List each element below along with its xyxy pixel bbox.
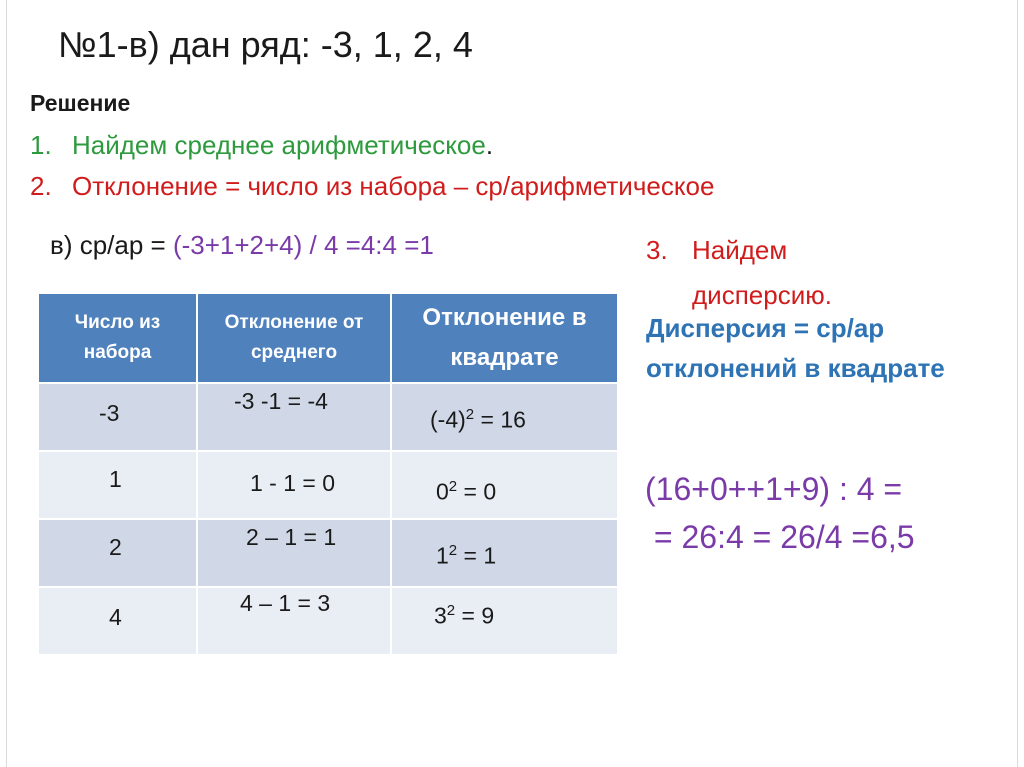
deviation-table [37, 292, 619, 656]
cell-deviation-value: 1 - 1 = 0 [250, 470, 336, 496]
step-3-line2: дисперсию. [692, 280, 832, 310]
square-base: 0 [436, 478, 449, 505]
cell-square [391, 383, 618, 451]
mean-line [50, 230, 434, 261]
cell-square-value [436, 542, 496, 570]
table-row [38, 519, 618, 587]
task-title: №1-в) дан ряд: -3, 1, 2, 4 [58, 24, 473, 65]
cell-deviation [197, 451, 391, 519]
slide-border-left [6, 0, 7, 767]
cell-square-value [434, 602, 494, 630]
cell-number [38, 587, 197, 655]
dispersion-calculation [645, 465, 915, 561]
mean-label: в) ср/ар = [50, 230, 173, 260]
square-exponent: 2 [448, 542, 458, 559]
solution-heading: Решение [30, 90, 131, 116]
cell-square-value [430, 406, 526, 434]
header-number: Число из набора [38, 293, 197, 383]
cell-deviation-value: 4 – 1 = 3 [240, 590, 331, 616]
cell-deviation [197, 383, 391, 451]
square-base: 3 [434, 602, 447, 629]
step-1-text: Найдем среднее арифметическое [72, 130, 486, 160]
step-3-number: 3. [646, 235, 668, 265]
step-2-text: Отклонение = число из набора – ср/арифметическое [72, 171, 715, 201]
header-deviation: Отклонение от среднего [197, 293, 391, 383]
mean-expression: (-3+1+2+4) / 4 =4:4 =1 [172, 230, 434, 260]
step-3-line1: Найдем [692, 235, 788, 265]
square-base: (-4) [430, 406, 466, 433]
header-square: Отклонение в квадрате [391, 293, 618, 383]
dispersion-definition: Дисперсия = ср/ар отклонений в квадрате [646, 313, 945, 383]
calculation-line1: (16+0++1+9) : 4 = [645, 471, 903, 507]
table-row [38, 451, 618, 519]
square-base: 1 [436, 542, 449, 569]
step-1-dot: . [485, 130, 494, 160]
square-exponent: 2 [465, 406, 475, 423]
cell-number [38, 519, 197, 587]
calculation-line2: = 26:4 = 26/4 =6,5 [645, 519, 915, 555]
cell-deviation-value: 2 – 1 = 1 [246, 524, 337, 550]
cell-square [391, 451, 618, 519]
cell-deviation [197, 587, 391, 655]
cell-number [38, 451, 197, 519]
cell-square [391, 587, 618, 655]
square-result: = 1 [457, 542, 497, 569]
square-result: = 16 [474, 406, 526, 433]
cell-number-value: 4 [109, 604, 122, 630]
square-exponent: 2 [448, 478, 458, 495]
cell-number-value: 1 [109, 466, 122, 492]
cell-number-value: -3 [99, 400, 120, 426]
step-3 [646, 228, 832, 318]
step-2 [30, 171, 714, 202]
cell-square [391, 519, 618, 587]
cell-deviation-value: -3 -1 = -4 [234, 388, 328, 414]
table-row [38, 587, 618, 655]
square-result: = 0 [457, 478, 497, 505]
step-2-number: 2. [30, 171, 52, 201]
cell-number [38, 383, 197, 451]
slide-border-right [1017, 0, 1018, 767]
step-1-number: 1. [30, 130, 52, 160]
cell-square-value [436, 478, 496, 506]
square-result: = 9 [455, 602, 495, 629]
step-1 [30, 130, 493, 161]
table-row [38, 383, 618, 451]
cell-deviation [197, 519, 391, 587]
table-header-row [38, 293, 618, 383]
square-exponent: 2 [446, 602, 456, 619]
cell-number-value: 2 [109, 534, 122, 560]
